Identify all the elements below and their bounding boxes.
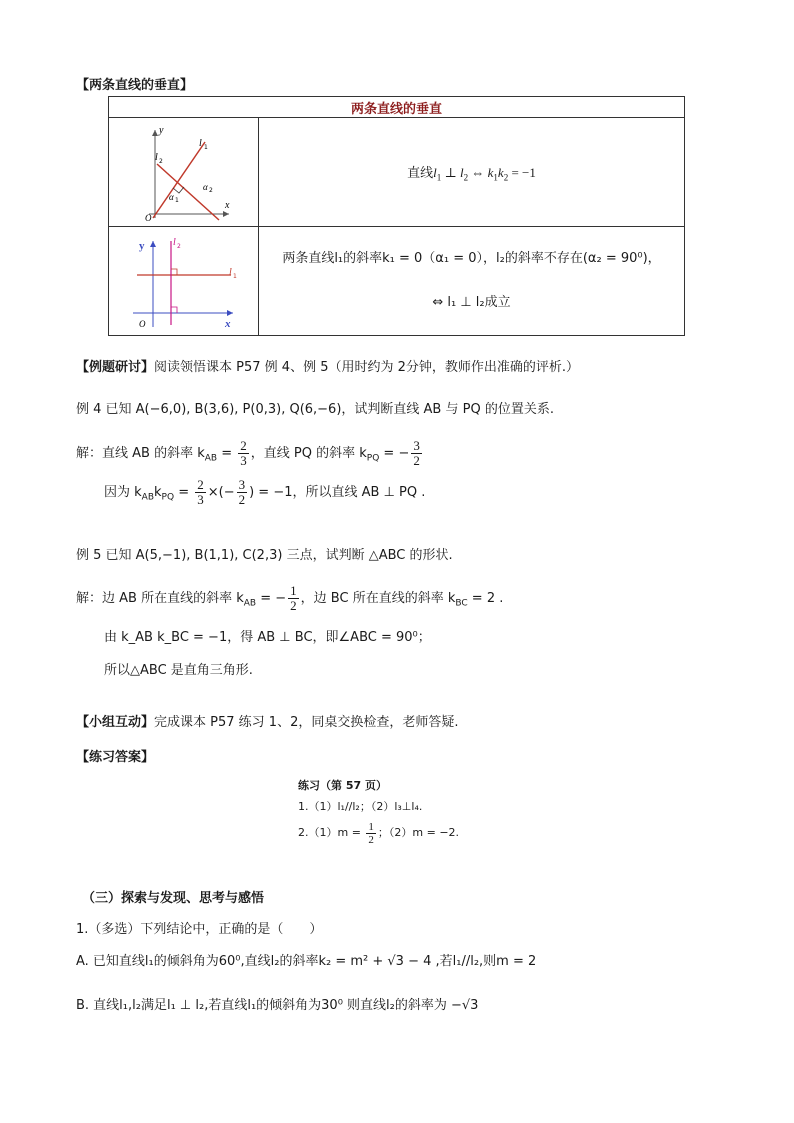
example4-solution-line1: 解：直线 AB 的斜率 $k_{AB}$ = $\frac{2}{3}$ ，直线 PQ 的斜率 $k_{PQ}$ = − $\frac{3}{2}$ (76, 438, 420, 468)
row2-line1: 两条直线l₁的斜率k₁ = 0（α₁ = 0），l₂的斜率不存在(α₂ = 90⁰)， (282, 251, 661, 266)
option-b: B. 直线l₁,l₂满足l₁ ⊥ l₂,若直线l₁的倾斜角为30⁰ 则直线l₂的斜率为 −√3 (76, 998, 479, 1013)
diagram2-y-label: y (139, 240, 145, 252)
example5-solution-line3: 所以△ABC 是直角三角形. (104, 663, 253, 678)
answers-title: 练习（第 57 页） (298, 779, 387, 792)
diagram2-x-label: x (225, 318, 231, 330)
fraction-answer: $\frac{1}{2}$ (368, 820, 374, 846)
fraction-3-2: $\frac{3}{2}$ (413, 438, 420, 468)
svg-text:1: 1 (233, 273, 237, 280)
answer-2: 2.（1）m = $\frac{1}{2}$ ；（2）m = −2. (298, 820, 460, 846)
example5-statement: 例 5 已知 A(5,−1), B(1,1), C(2,3) 三点，试判断 △ABC 的形状. (76, 548, 453, 563)
example5-solution-line2: 由 k_AB k_BC = −1，得 AB ⊥ BC，即∠ABC = 90⁰； (104, 630, 431, 645)
diagram1-y-label: y (159, 125, 164, 136)
diagram1-alpha1-label: α (169, 192, 174, 202)
group-paragraph: 【小组互动】完成课本 P57 练习 1、2，同桌交换检查，老师答疑. (76, 715, 459, 730)
horizontal-vertical-diagram (109, 227, 258, 331)
diagram1-x-label: x (225, 200, 230, 211)
diagram1-alpha2-label: α (203, 182, 208, 192)
diagram1-l1-label: l (199, 138, 202, 149)
study-paragraph: 【例题研讨】阅读领悟课本 P57 例 4、例 5（用时约为 2分钟，教师作出准确的评析.） (76, 360, 580, 375)
answer-tag: 【练习答案】 (76, 750, 155, 765)
row2-text (259, 227, 685, 336)
diagram2-origin-label: O (139, 319, 146, 329)
diagram-cell-1 (109, 118, 259, 227)
fraction-2-3: $\frac{2}{3}$ (240, 438, 247, 468)
question-1: 1.（多选）下列结论中，正确的是（ ） (76, 922, 323, 937)
fraction-3-2b: $\frac{3}{2}$ (238, 477, 246, 507)
part3-title: （三）探索与发现、思考与感悟 (82, 891, 265, 906)
diagram1-l2-label: l (155, 152, 158, 163)
example5-solution-line1: 解：边 AB 所在直线的斜率 $k_{AB}$ = − $\frac{1}{2}$ ，边 BC 所在直线的斜率 $k_{BC} = 2$ . (76, 583, 504, 613)
svg-text:2: 2 (177, 243, 181, 250)
perpendicular-table (108, 96, 685, 336)
section-title: 【两条直线的垂直】 (76, 78, 194, 93)
option-a: A. 已知直线l₁的倾斜角为60⁰,直线l₂的斜率k₂ = m² + √3 − 4 ,若l₁//l₂,则m = 2 (76, 954, 537, 969)
fraction-1-2: $\frac{1}{2}$ (290, 583, 297, 613)
diagram-cell-2 (109, 227, 259, 336)
row1-formula: 直线$l_1$ ⊥ $l_2$ ⇔ $k_1k_2 = -1$ (259, 118, 685, 227)
diagram1-origin-label: O (145, 213, 152, 222)
svg-text:2: 2 (159, 158, 163, 165)
diagram2-l2-label: l (173, 237, 176, 248)
svg-text:1: 1 (175, 197, 179, 204)
diagram2-l1-label: l (229, 267, 232, 278)
answers-block (298, 776, 498, 848)
row2-line2: ⇔ l₁ ⊥ l₂成立 (432, 295, 511, 310)
fraction-2-3b: $\frac{2}{3}$ (197, 477, 204, 507)
svg-text:1: 1 (204, 144, 208, 151)
example4-statement: 例 4 已知 A(−6,0), B(3,6), P(0,3), Q(6,−6)，试判断直线 AB 与 PQ 的位置关系. (76, 402, 554, 417)
answer-1: 1.（1）l₁//l₂；（2）l₃⊥l₄. (298, 800, 423, 813)
table-header: 两条直线的垂直 (109, 97, 685, 118)
svg-text:2: 2 (209, 187, 213, 194)
example4-solution-line2: 因为 $k_{AB}k_{PQ}$ = $\frac{2}{3}$ ×(− $\frac{3}{2}$ ) = −1，所以直线 AB ⊥ PQ . (104, 477, 426, 507)
perpendicular-lines-diagram (109, 118, 258, 222)
